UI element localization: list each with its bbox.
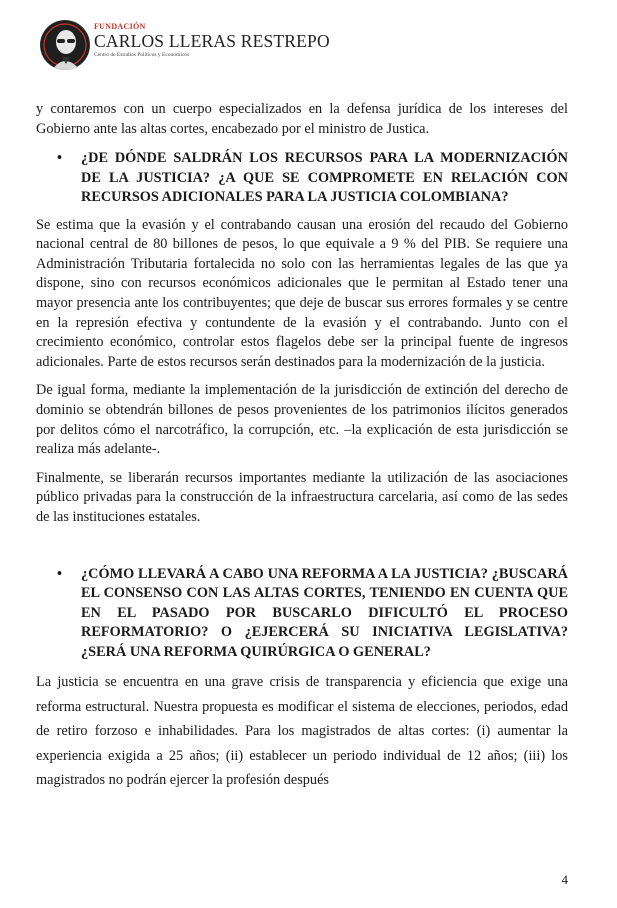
- foundation-logo: [40, 20, 90, 70]
- bullet-icon: •: [57, 565, 63, 582]
- question-heading: [36, 565, 568, 663]
- header: [40, 20, 330, 76]
- paragraph: La justicia se encuentra en una grave crisis de transparencia y eficiencia que exige una reforma estructural. Nuestra propuesta es modificar el sistema de elecciones, periodos, edad de retiro forzoso e inhabilidades. Para los magistrados de altas cortes: (i) aumentar la experiencia exigida a 25 años; (ii) establecer un periodo individual de 12 años; (iii) los magistrados no podrán ejercer la profesión después: [36, 674, 568, 789]
- foundation-name: CARLOS LLERAS RESTREPO: [94, 31, 330, 51]
- bullet-icon: •: [57, 150, 63, 167]
- foundation-subtitle: Centro de Estudios Políticos y Económicos: [94, 52, 190, 58]
- foundation-label: FUNDACIÓN: [94, 22, 146, 31]
- paragraph: y contaremos con un cuerpo especializados en la defensa jurídica de los intereses del Gobierno ante las altas cortes, encabezado por el ministro de Justica.: [36, 101, 568, 137]
- page-number: 4: [561, 872, 568, 887]
- paragraph: Se estima que la evasión y el contrabando causan una erosión del recaudo del Gobierno nacional central de 80 billones de pesos, lo que equivale a 9 % del PIB. Se requiere una Administración Tributaria fortalecida no solo con las herramientas legales de las que ya dispone, sino con recursos económicos adicionales que le permitan al Estado tener una mayor presencia ante los contribuyentes; que deje de buscar sus errores formales y se centre en la represión efectiva y contundente de la evasión y el contrabando. Junto con el crecimiento económico, controlar estos flagelos debe ser la principal fuente de ingresos adicionales. Parte de estos recursos serán destinados para la modernización de la justicia.: [36, 216, 568, 370]
- paragraph: De igual forma, mediante la implementación de la jurisdicción de extinción del derecho de dominio se obtendrán billones de pesos provenientes de los patrimonios ilícitos generados por delitos cómo el narcotráfico, la corrupción, etc. –la explicación de esta jurisdicción se realiza más adelante-.: [36, 382, 568, 458]
- question-text: ¿DE DÓNDE SALDRÁN LOS RECURSOS PARA LA MODERNIZACIÓN DE LA JUSTICIA? ¿A QUE SE COMPROMETE EN RELACIÓN CON RECURSOS ADICIONALES PARA LA JUSTICIA COLOMBIANA?: [81, 150, 568, 206]
- document-body: [36, 100, 568, 793]
- question-text: ¿CÓMO LLEVARÁ A CABO UNA REFORMA A LA JUSTICIA? ¿BUSCARÁ EL CONSENSO CON LAS ALTAS CORTES, TENIENDO EN CUENTA QUE EN EL PASADO POR BUSCARLO DIFICULTÓ EL PROCESO REFORMATORIO? O ¿EJERCERÁ SU INICIATIVA LEGISLATIVA? ¿SERÁ UNA REFORMA QUIRÚRGICA O GENERAL?: [81, 565, 568, 660]
- foundation-brand: [94, 22, 330, 59]
- paragraph: Finalmente, se liberarán recursos importantes mediante la utilización de las asociaciones público privadas para la construcción de la infraestructura carcelaria, así como de las sedes de las instituciones estatales.: [36, 469, 568, 525]
- question-heading: [36, 149, 568, 208]
